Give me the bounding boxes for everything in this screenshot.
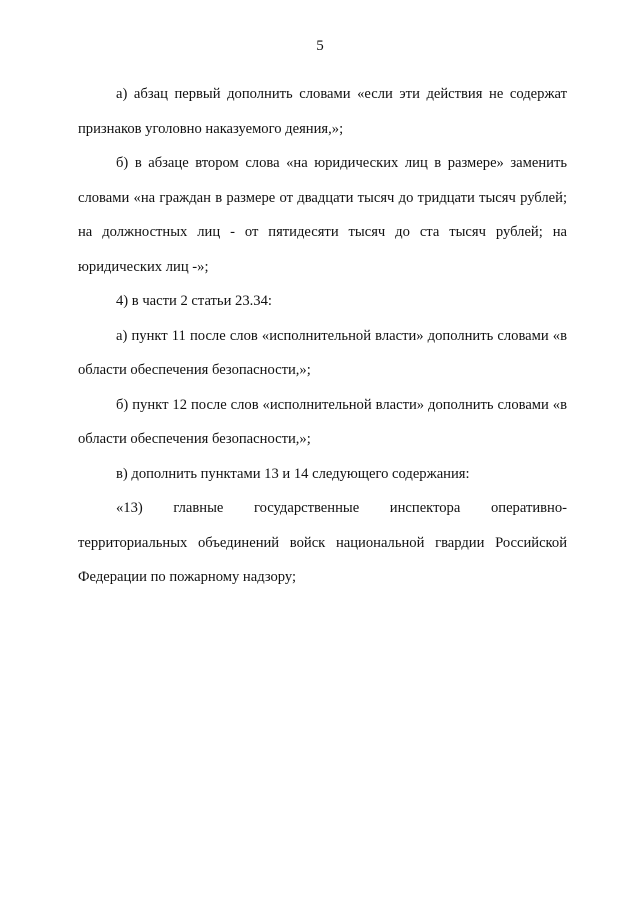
paragraph-item-11: а) пункт 11 после слов «исполнительной власти» дополнить словами «в области обеспечения безопасности,»; bbox=[78, 327, 567, 378]
paragraph-item-13-text: «13) главные государственные инспектора оперативно-территориальных объединений войск национальной гвардии Российской Федерации по пожарному надзору; bbox=[78, 500, 567, 585]
page-number: 5 bbox=[316, 38, 324, 54]
paragraph-part-2-article-23-34: 4) в части 2 статьи 23.34: bbox=[116, 293, 272, 309]
paragraph-amend-b-second-abzats: б) в абзаце втором слова «на юридических лиц в размере» заменить словами «на граждан в размере от двадцати тысяч до тридцати тысяч рублей; на должностных лиц - от пятидесяти тысяч до ста тысяч рублей; на юридических лиц -»; bbox=[78, 155, 567, 275]
paragraph-amend-a-first-abzats: а) абзац первый дополнить словами «если эти действия не содержат признаков уголовно наказуемого деяния,»; bbox=[78, 86, 567, 137]
paragraph-item-12: б) пункт 12 после слов «исполнительной власти» дополнить словами «в области обеспечения безопасности,»; bbox=[78, 396, 567, 447]
document-body bbox=[78, 77, 567, 595]
paragraph-add-items-13-14: в) дополнить пунктами 13 и 14 следующего содержания: bbox=[116, 465, 470, 482]
